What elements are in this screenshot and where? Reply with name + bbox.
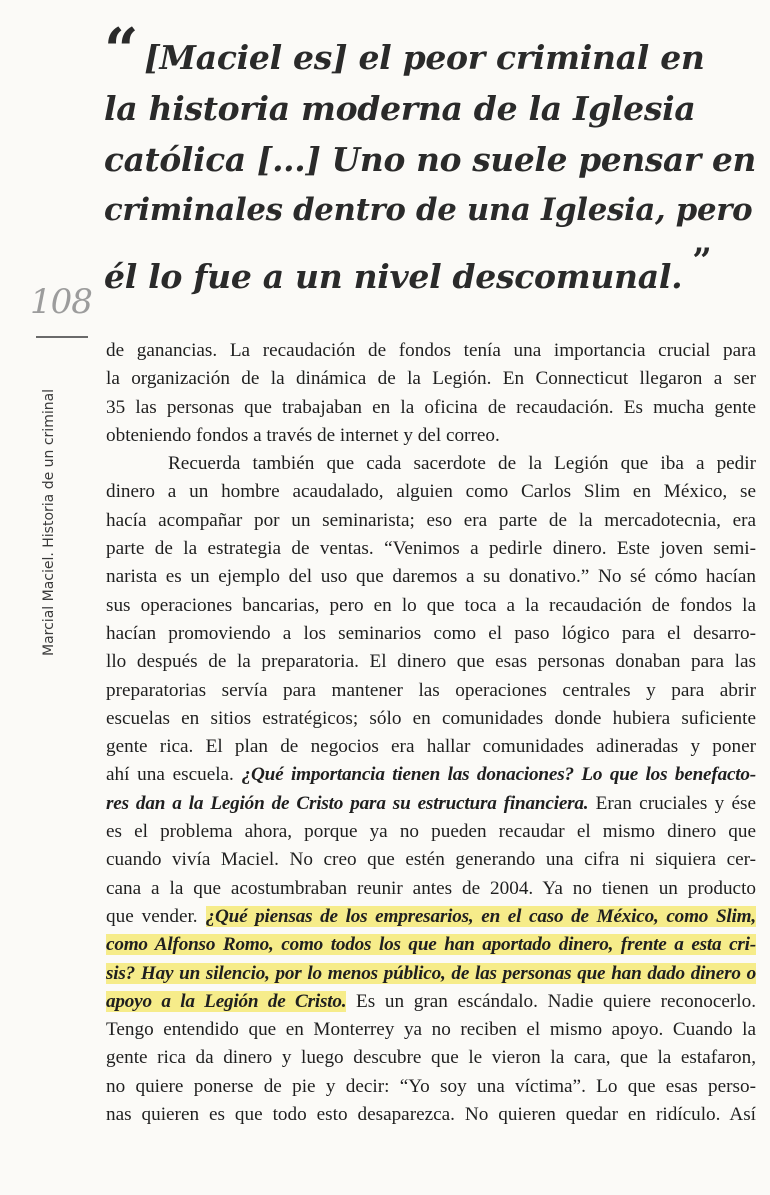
text-line: [106, 960, 756, 988]
text-line: obteniendo fondos a través de internet y del correo.: [106, 424, 500, 446]
pull-quote-line: la historia moderna de la Iglesia: [104, 89, 696, 128]
text-line: [106, 790, 756, 818]
pull-quote-line: [104, 236, 756, 302]
text-line: [106, 988, 756, 1016]
text-line: nas quieren es que todo esto desaparezca. No quieren quedar en ridículo. Así: [106, 1104, 756, 1126]
margin-rule: [36, 336, 88, 338]
text-run: Es un gran escándalo. Nadie quiere reconocerlo.: [346, 990, 756, 1012]
text-run: ahí una escuela.: [106, 764, 242, 786]
text-line: cana a la que acostumbraban reunir antes de 2004. Ya no tienen un producto: [106, 877, 756, 899]
text-line: dinero a un hombre acaudalado, alguien como Carlos Slim en México, se: [106, 481, 756, 503]
text-line: escuelas en sitios estratégicos; sólo en comunidades donde hubiera suficiente: [106, 707, 756, 729]
open-quote-mark: “: [104, 16, 139, 86]
text-line: Tengo entendido que en Monterrey ya no reciben el mismo apoyo. Cuando la: [106, 1019, 756, 1041]
text-line: gente rica da dinero y luego descubre que le vieron la cara, que la estafaron,: [106, 1047, 756, 1069]
text-line: 35 las personas que trabajaban en la oficina de recaudación. Es mucha gente: [106, 396, 756, 418]
pull-quote: [104, 16, 757, 302]
pull-quote-text: él lo fue a un nivel descomunal.: [104, 257, 683, 296]
text-line: hacía acompañar por un seminarista; eso era parte de la mercadotecnia, era: [106, 509, 756, 531]
interview-question: ¿Qué importancia tienen las donaciones? Lo que los benefacto-: [241, 764, 756, 786]
text-line: no quiere ponerse de pie y decir: “Yo soy una víctima”. Lo que esas perso-: [106, 1075, 756, 1097]
highlighted-question: sis? Hay un silencio, por lo menos público, de las personas que han dado dinero o: [106, 962, 756, 984]
text-run: Eran cruciales y ése: [588, 792, 756, 814]
body-text: [106, 337, 756, 1129]
pull-quote-text: [Maciel es] el peor criminal en: [144, 38, 705, 77]
text-line: cuando vivía Maciel. No creo que estén generando una cifra ni siquiera cer-: [106, 849, 756, 871]
pull-quote-line: [104, 16, 756, 86]
text-line: [106, 931, 756, 959]
highlighted-question: como Alfonso Romo, como todos los que han aportado dinero, frente a esta cri-: [106, 934, 756, 956]
close-quote-mark: ”: [692, 241, 712, 281]
text-line: gente rica. El plan de negocios era hallar comunidades adineradas y poner: [106, 736, 756, 758]
text-line: preparatorias servía para mantener las operaciones centrales y para abrir: [106, 679, 756, 701]
text-line: llo después de la preparatoria. El dinero que esas personas donaban para las: [106, 651, 756, 673]
pull-quote-line: católica [...] Uno no suele pensar en: [104, 140, 757, 179]
highlighted-question: apoyo a la Legión de Cristo.: [106, 990, 347, 1012]
text-line: [106, 903, 756, 931]
text-run: que vender.: [106, 905, 206, 927]
page-number: 108: [30, 282, 92, 322]
text-line: [106, 761, 756, 789]
text-line: de ganancias. La recaudación de fondos tenía una importancia crucial para: [106, 340, 756, 361]
text-line: Recuerda también que cada sacerdote de la Legión que iba a pedir: [168, 453, 756, 475]
text-line: sus operaciones bancarias, pero en lo que toca a la recaudación de fondos la: [106, 594, 756, 616]
text-line: parte de la estrategia de ventas. “Venimos a pedirle dinero. Este joven semi-: [106, 538, 756, 560]
text-line: narista es un ejemplo del uso que daremos a su donativo.” No sé cómo hacían: [106, 566, 756, 588]
text-line: hacían promoviendo a los seminarios como el paso lógico para el desarro-: [106, 622, 756, 644]
text-line: la organización de la dinámica de la Legión. En Connecticut llegaron a ser: [106, 368, 756, 390]
interview-question: res dan a la Legión de Cristo para su estructura financiera.: [106, 792, 589, 814]
highlighted-question: ¿Qué piensas de los empresarios, en el caso de México, como Slim,: [205, 905, 756, 927]
pull-quote-line: criminales dentro de una Iglesia, pero: [104, 192, 753, 228]
text-line: es el problema ahora, porque ya no pueden recaudar el mismo dinero que: [106, 821, 756, 843]
running-head: Marcial Maciel. Historia de un criminal: [41, 388, 57, 656]
